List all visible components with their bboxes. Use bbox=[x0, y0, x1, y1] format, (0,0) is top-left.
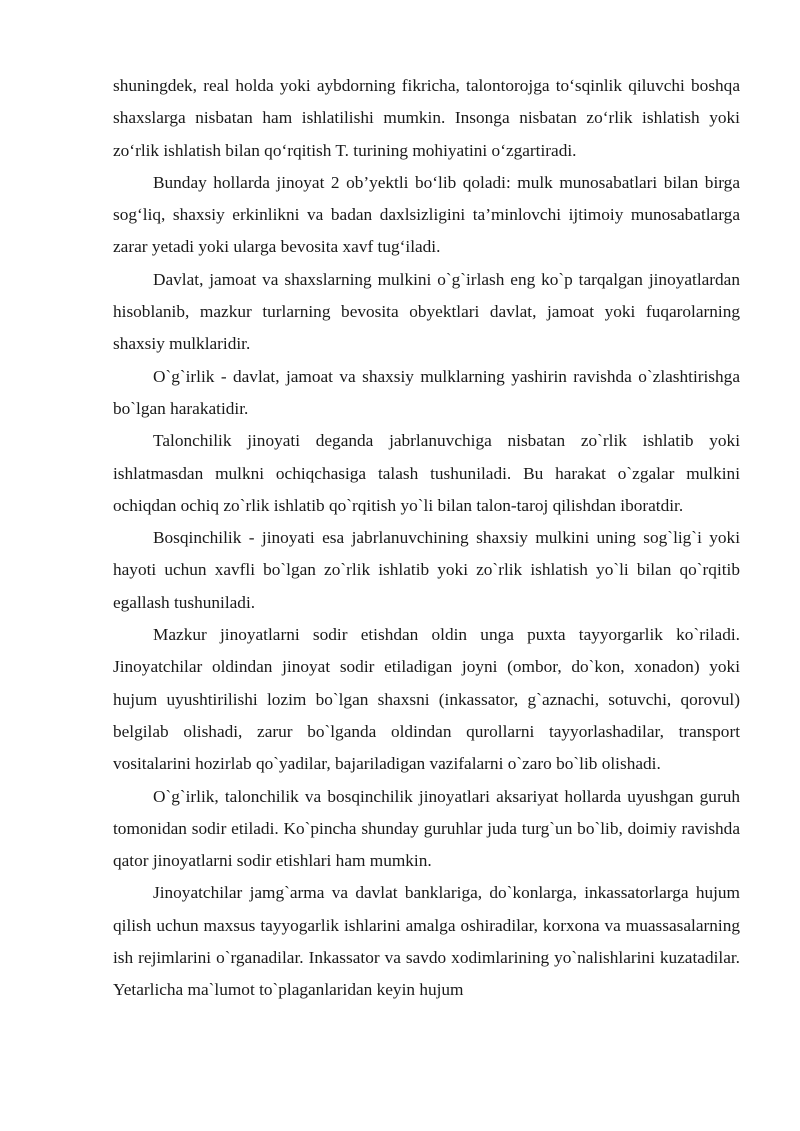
paragraph-robbery-definition: Talonchilik jinoyati deganda jabrlanuvchiga nisbatan zo`rlik ishlatib yoki ishlatmasdan mulkni ochiqchasiga talash tushuniladi. Bu harakat o`zgalar mulkini ochiqdan ochiq zo`rlik ishlatib qo`rqitish yo`li bilan talon-taroj qilishdan iboratdir. bbox=[113, 431, 740, 515]
paragraph-assault-definition: Bosqinchilik - jinoyati esa jabrlanuvchining shaxsiy mulkini uning sog`lig`i yoki hayoti uchun xavfli bo`lgan zo`rlik ishlatib yoki zo`rlik ishlatish yo`li bilan qo`rqitib egallash tushuniladi. bbox=[113, 528, 740, 612]
document-page bbox=[113, 70, 740, 1007]
paragraph-property-theft: Davlat, jamoat va shaxslarning mulkini o`g`irlash eng ko`p tarqalgan jinoyatlardan hisoblanib, mazkur turlarning bevosita obyektlari davlat, jamoat yoki fuqarolarning shaxsiy mulklaridir. bbox=[113, 269, 740, 354]
paragraph-organized-groups: O`g`irlik, talonchilik va bosqinchilik jinoyatlari aksariyat hollarda uyushgan guruh tomonidan sodir etiladi. Ko`pincha shunday guruhlar juda turg`un bo`lib, doimiy ravishda qator jinoyatlarni sodir etishlari ham mumkin. bbox=[113, 786, 740, 871]
paragraph-bank-attacks: Jinoyatchilar jamg`arma va davlat banklariga, do`konlarga, inkassatorlarga hujum qilish uchun maxsus tayyogarlik ishlarini amalga oshiradilar, korxona va muassasalarning ish rejimlarini o`rganadilar. Inkassator va savdo xodimlarining yo`nalishlarini kuzatadilar. Yetarlicha ma`lumot to`plaganlaridan keyin hujum bbox=[113, 883, 740, 1000]
paragraph-theft-definition: O`g`irlik - davlat, jamoat va shaxsiy mulklarning yashirin ravishda o`zlashtirishga bo`lgan harakatidir. bbox=[113, 366, 740, 418]
paragraph-continuation: shuningdek, real holda yoki aybdorning fikricha, talontorojga to‘sqinlik qiluvchi boshqa shaxslarga nisbatan ham ishlatilishi mumkin. Insonga nisbatan zo‘rlik ishlatish yoki zo‘rlik ishlatish bilan qo‘rqitish T. turining mohiyatini o‘zgartiradi. bbox=[113, 76, 740, 160]
paragraph-preparation: Mazkur jinoyatlarni sodir etishdan oldin unga puxta tayyorgarlik ko`riladi. Jinoyatchilar oldindan jinoyat sodir etiladigan joyni (ombor, do`kon, xonadon) yoki hujum uyushtirilishi lozim bo`lgan shaxsni (inkassator, g`aznachi, sotuvchi, qorovul) belgilab olishadi, zarur bo`lganda oldindan qurollarni tayyorlashadilar, transport vositalarini hozirlab qo`yadilar, bajariladigan vazifalarni o`zaro bo`lib olishadi. bbox=[113, 625, 740, 774]
paragraph-two-objects: Bunday hollarda jinoyat 2 ob’yektli bo‘lib qoladi: mulk munosabatlari bilan birga sog‘liq, shaxsiy erkinlikni va badan daxlsizligini ta’minlovchi ijtimoiy munosabatlarga zarar yetadi yoki ularga bevosita xavf tug‘iladi. bbox=[113, 172, 740, 257]
